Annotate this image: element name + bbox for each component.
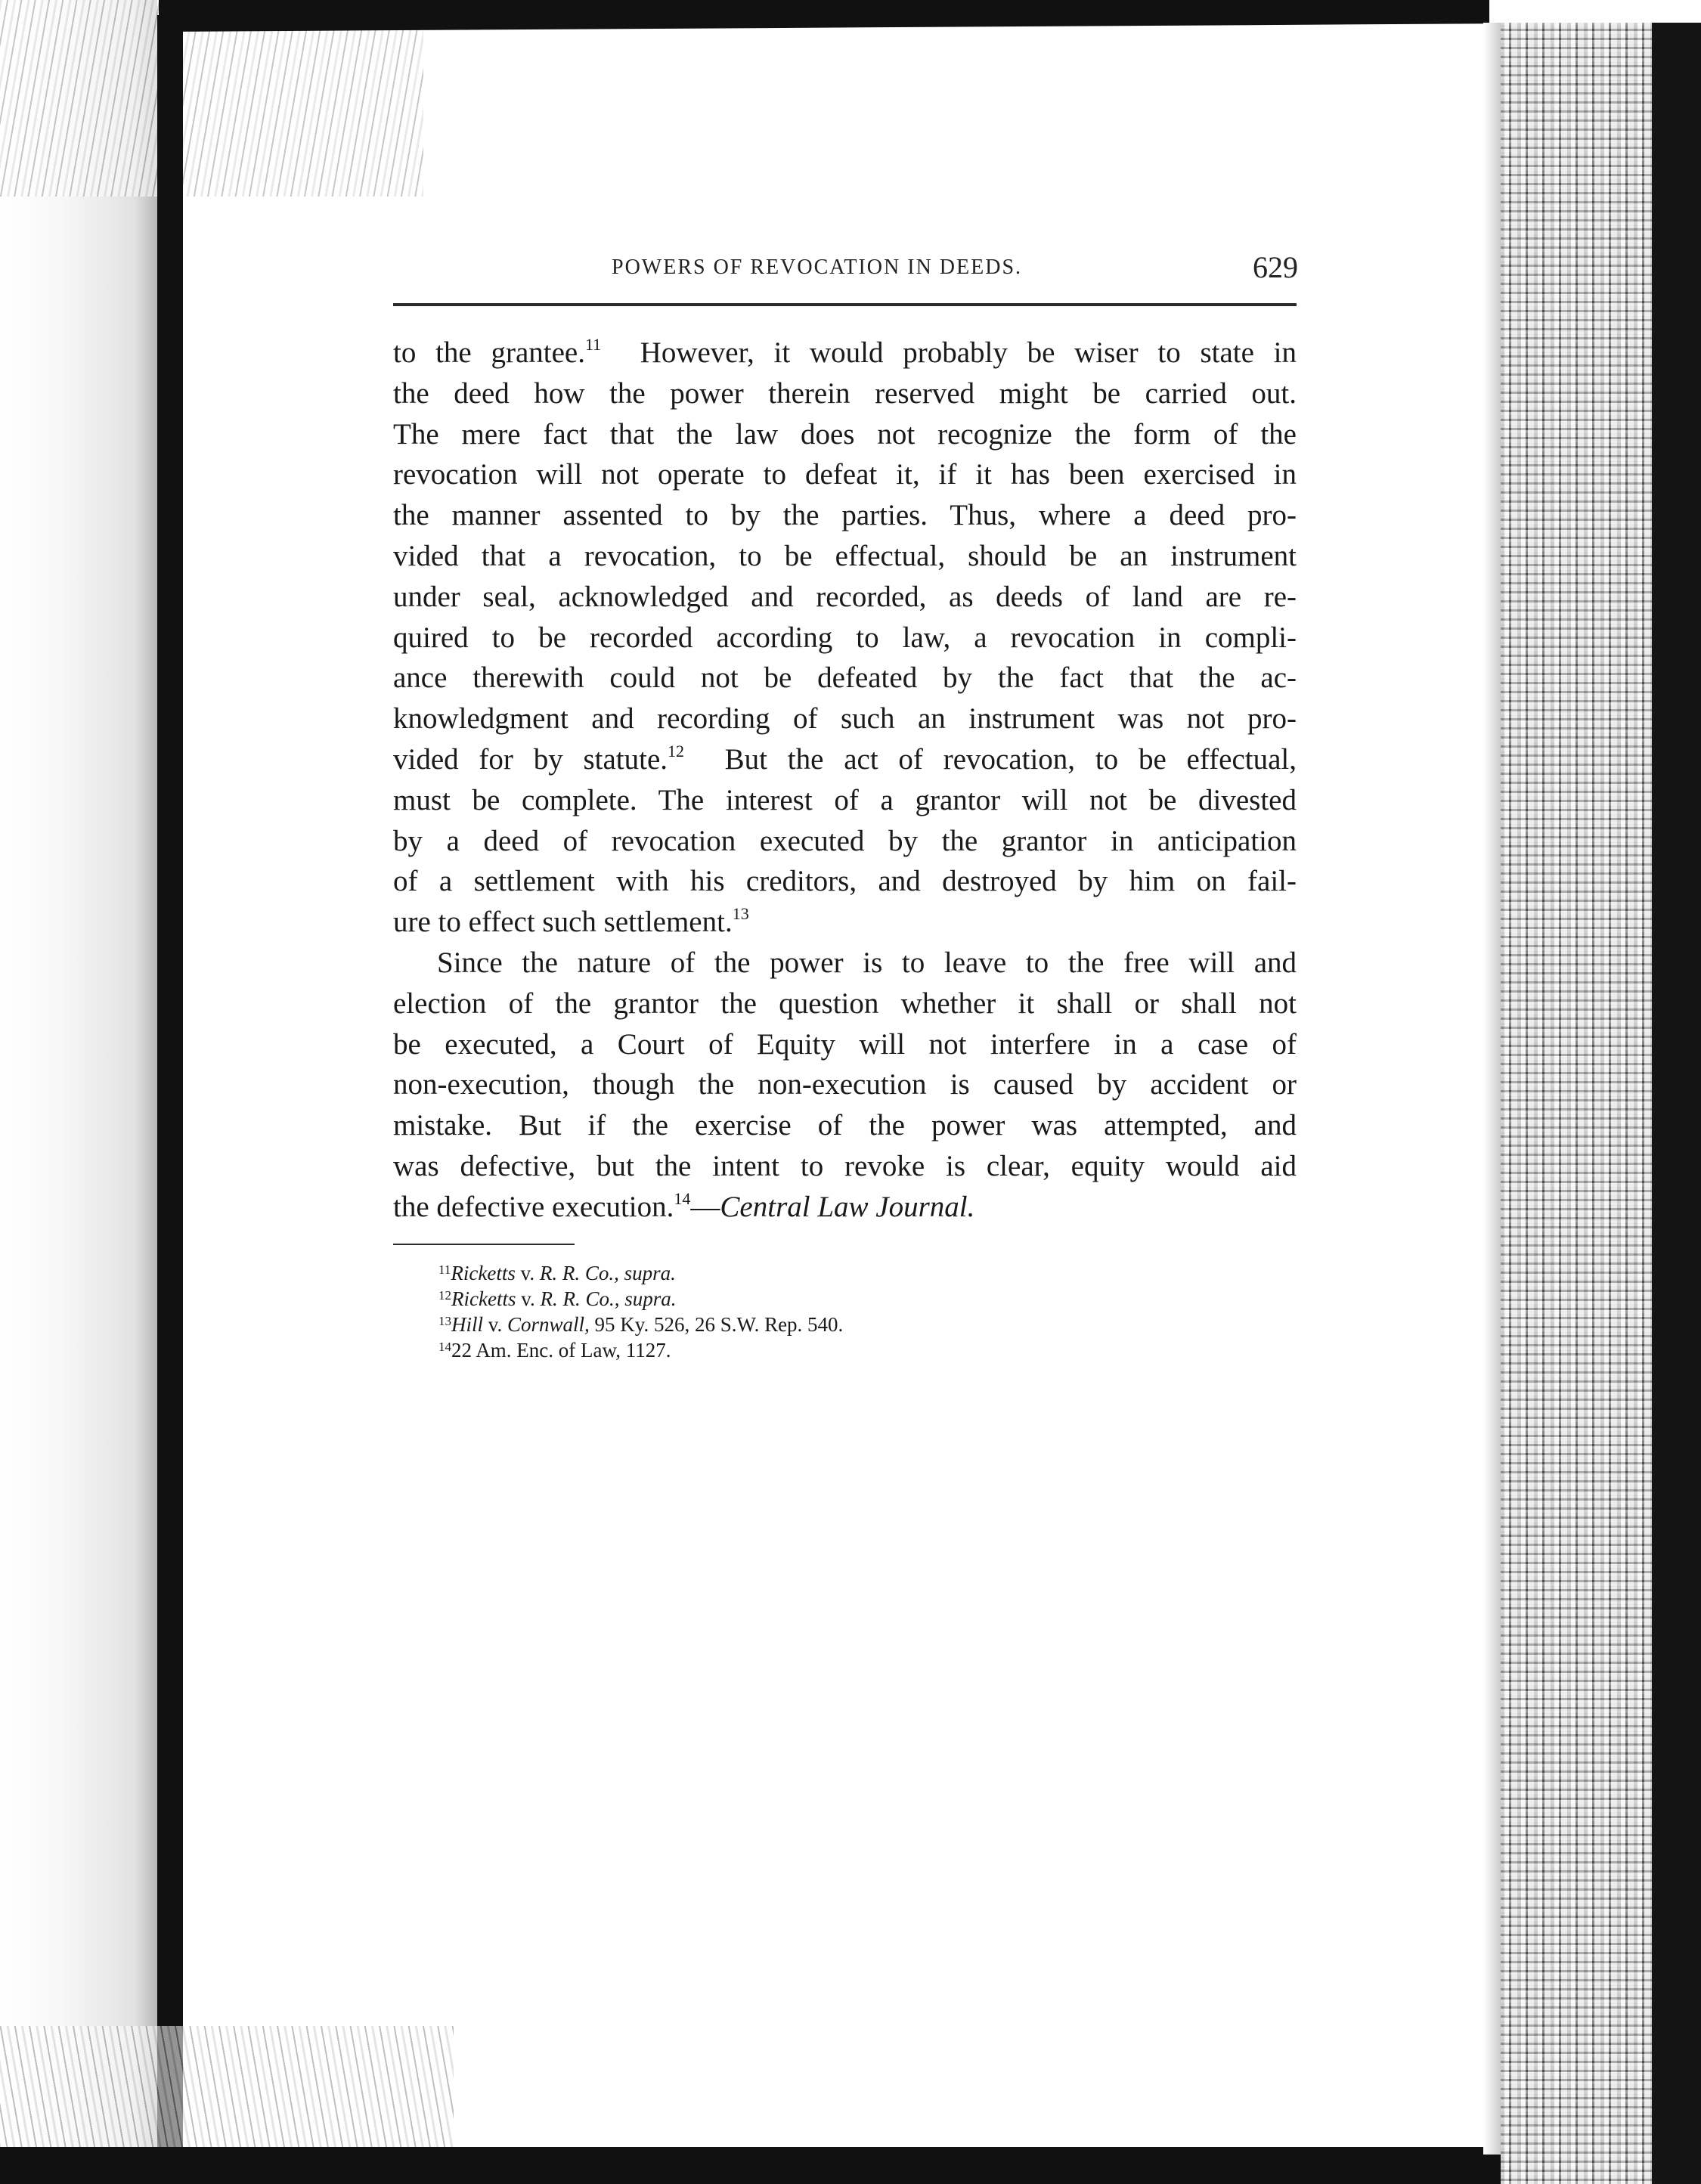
paragraph-2 (393, 943, 1297, 1228)
text-line: to the grantee.$^{11}$ However, it would probably be wiser to state in (393, 335, 1297, 369)
text-line: the deed how the power therein reserved might be carried out. (393, 376, 1297, 410)
scan-right-gutter (1483, 23, 1501, 2155)
text-line: Since the nature of the power is to leave to the free will and (437, 946, 1297, 979)
text-line: by a deed of revocation executed by the grantor in anticipation (393, 824, 1297, 857)
text-line: ure to effect such settlement.$^{13}$ (393, 904, 749, 939)
paragraph-1 (393, 333, 1297, 943)
scan-left-edge (157, 15, 183, 2177)
text-line: quired to be recorded according to law, a revocation in compli- (393, 621, 1297, 654)
footnote: $^{13}$Hill v. Cornwall, 95 Ky. 526, 26 S.W. Rep. 540. (438, 1313, 844, 1336)
text-line: of a settlement with his creditors, and destroyed by him on fail- (393, 865, 1297, 898)
scan-left-shadow (0, 0, 157, 2184)
text-line: The mere fact that the law does not recognize the form of the (393, 417, 1297, 451)
footnote-ref-13: 13 (732, 904, 749, 924)
body-text (393, 333, 1297, 1228)
header-rule (393, 303, 1297, 306)
text-line: be executed, a Court of Equity will not interfere in a case of (393, 1027, 1297, 1061)
footnote-ref-14: 14 (674, 1188, 691, 1208)
running-head (393, 249, 1298, 295)
text-line: revocation will not operate to defeat it, if it has been exercised in (393, 458, 1297, 491)
text-line: the defective execution.$^{14}$—Central Law Journal. (393, 1188, 975, 1223)
text-line: vided for by statute.$^{12}$ But the act of revocation, to be effectual, (393, 741, 1297, 776)
footnote: $^{11}$Ricketts v. R. R. Co., supra. (438, 1262, 676, 1284)
footnote: $^{14}$22 Am. Enc. of Law, 1127. (438, 1339, 671, 1362)
footnote-rule (393, 1244, 575, 1245)
scan-right-edge (1652, 23, 1701, 2184)
scan-bottom-edge (0, 2147, 1701, 2184)
footnote: $^{12}$Ricketts v. R. R. Co., supra. (438, 1287, 677, 1310)
text-line: non-execution, though the non-execution is caused by accident or (393, 1068, 1297, 1101)
footnote-ref-12: 12 (668, 741, 685, 761)
text-line: was defective, but the intent to revoke is clear, equity would aid (393, 1149, 1297, 1182)
text-line: ance therewith could not be defeated by the fact that the ac- (393, 661, 1297, 695)
text-line: must be complete. The interest of a grantor will not be divested (393, 783, 1297, 816)
footnotes (438, 1259, 1119, 1362)
scan-bottom-grain (0, 2026, 454, 2155)
source-attribution: Central Law Journal. (720, 1190, 975, 1223)
text-line: election of the grantor the question whether it shall or shall not (393, 987, 1297, 1020)
text-line: under seal, acknowledged and recorded, as deeds of land are re- (393, 580, 1297, 613)
page-number: 629 (1253, 250, 1298, 284)
footnote-ref-11: 11 (584, 335, 602, 354)
text-line: vided that a revocation, to be effectual, should be an instrument (393, 539, 1297, 572)
running-title: POWERS OF REVOCATION IN DEEDS. (612, 256, 1023, 279)
text-line: mistake. But if the exercise of the power was attempted, and (393, 1109, 1297, 1142)
scan-top-edge (159, 0, 1489, 32)
text-line: knowledgment and recording of such an instrument was not pro- (393, 702, 1297, 736)
text-line: the manner assented to by the parties. Thus, where a deed pro- (393, 499, 1297, 532)
